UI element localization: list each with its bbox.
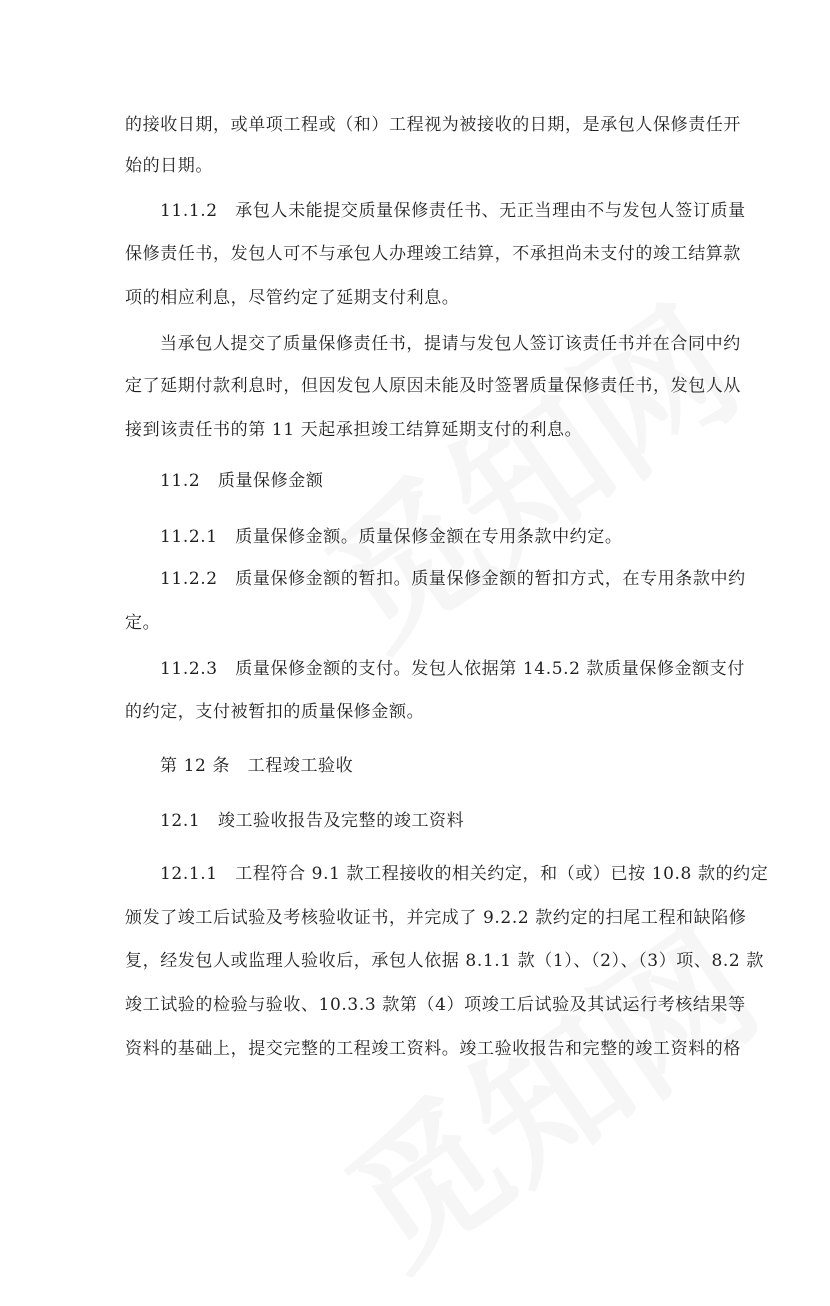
section-heading: 12.1 竣工验收报告及完整的竣工资料 (160, 811, 465, 831)
text-line: 12.1.1 工程符合 9.1 款工程接收的相关约定，和（或）已按 10.8 款的约定 (160, 864, 769, 884)
watermark (279, 250, 772, 685)
text-line: 11.2.3 质量保修金额的支付。发包人依据第 14.5.2 款质量保修金额支付 (160, 659, 745, 679)
section-heading: 11.2 质量保修金额 (160, 471, 324, 491)
text-line: 资料的基础上，提交完整的工程竣工资料。竣工验收报告和完整的竣工资料的格 (125, 1039, 741, 1059)
text-line: 始的日期。 (125, 156, 213, 176)
text-line: 的约定，支付被暂扣的质量保修金额。 (125, 702, 425, 722)
article-heading: 第 12 条 工程竣工验收 (160, 756, 354, 776)
watermark-bottom (299, 870, 792, 1305)
text-line: 11.2.2 质量保修金额的暂扣。质量保修金额的暂扣方式，在专用条款中约 (160, 569, 746, 589)
text-line: 项的相应利息，尽管约定了延期支付利息。 (125, 288, 460, 308)
text-line: 的接收日期，或单项工程或（和）工程视为被接收的日期，是承包人保修责任开 (125, 115, 741, 135)
text-line: 复，经发包人或监理人验收后，承包人依据 8.1.1 款（1）、（2）、（3）项、8.2 款 (125, 951, 764, 971)
text-line: 颁发了竣工后试验及考核验收证书，并完成了 9.2.2 款约定的扫尾工程和缺陷修 (125, 908, 747, 928)
text-line: 竣工试验的检验与验收、10.3.3 款第（4）项竣工后试验及其试运行考核结果等 (125, 995, 746, 1015)
text-line: 11.1.2 承包人未能提交质量保修责任书、无正当理由不与发包人签订质量 (160, 201, 746, 221)
text-line: 接到该责任书的第 11 天起承担竣工结算延期支付的利息。 (125, 420, 583, 440)
text-line: 保修责任书，发包人可不与承包人办理竣工结算，不承担尚未支付的竣工结算款 (125, 244, 741, 264)
text-line: 定了延期付款利息时，但因发包人原因未能及时签署质量保修责任书，发包人从 (125, 376, 741, 396)
text-line: 11.2.1 质量保修金额。质量保修金额在专用条款中约定。 (160, 527, 623, 547)
text-line: 当承包人提交了质量保修责任书，提请与发包人签订该责任书并在合同中约 (160, 334, 741, 354)
text-line: 定。 (125, 613, 161, 633)
